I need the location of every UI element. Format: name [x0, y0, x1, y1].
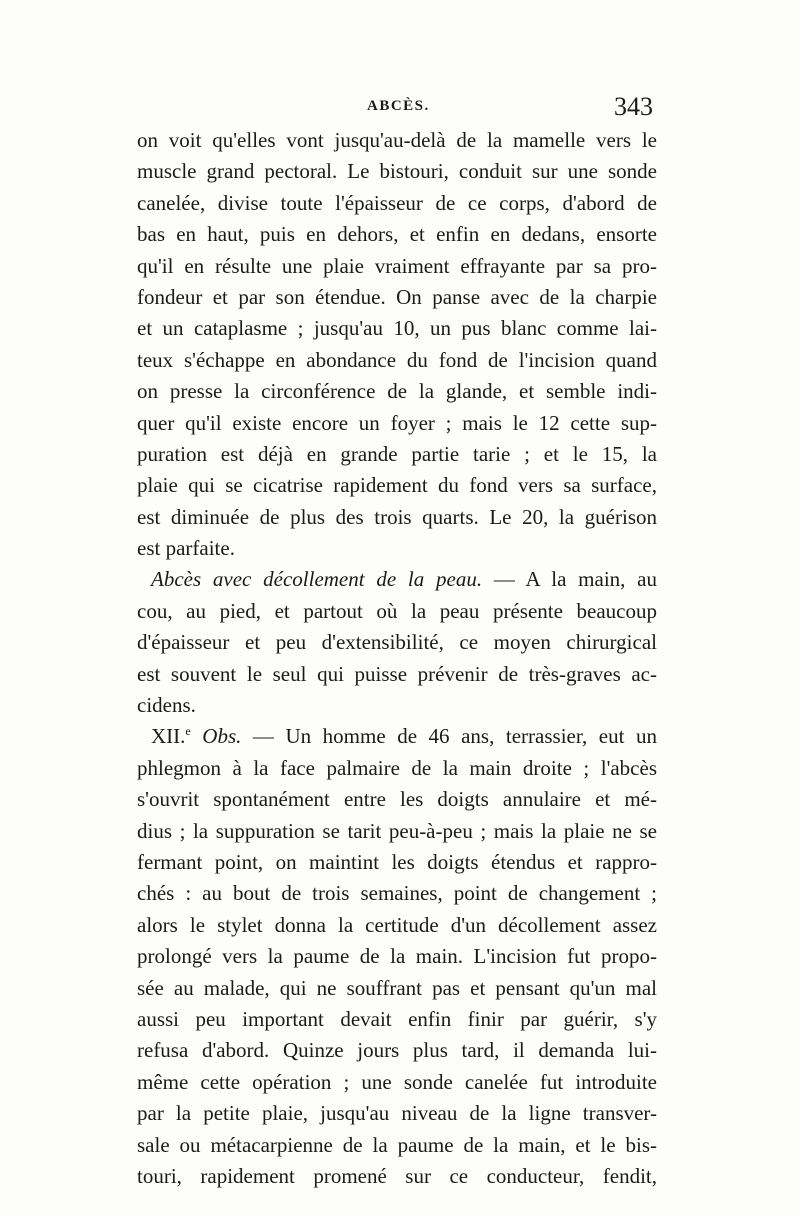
text-line: par la petite plaie, jusqu'au niveau de la ligne transver-: [137, 1101, 657, 1126]
text-line: on voit qu'elles vont jusqu'au-delà de la mamelle vers le: [137, 128, 657, 152]
text-line: chés : au bout de trois semaines, point de changement ;: [137, 881, 657, 906]
text-line: phlegmon à la face palmaire de la main droite ; l'abcès: [137, 755, 657, 780]
text-line: est parfaite.: [137, 536, 235, 561]
text-line: refusa d'abord. Quinze jours plus tard, il demanda lui-: [137, 1038, 657, 1063]
section-heading-line: [137, 564, 657, 595]
text-line: canelée, divise toute l'épaisseur de ce corps, d'abord de: [137, 190, 657, 215]
text-line: cou, au pied, et partout où la peau présente beaucoup: [137, 598, 657, 623]
text-segment: — Un homme de 46 ans, terrassier, eut un: [241, 724, 657, 749]
text-segment: — A la main, au: [482, 567, 657, 592]
text-line: sée au malade, qui ne souffrant pas et pensant qu'un mal: [137, 975, 657, 1000]
observation-label: Obs.: [190, 724, 242, 749]
text-line: muscle grand pectoral. Le bistouri, conduit sur une sonde: [137, 159, 657, 184]
text-line: plaie qui se cicatrise rapidement du fond vers sa surface,: [137, 473, 657, 498]
running-head: [137, 92, 657, 126]
text-line: même cette opération ; une sonde canelée fut introduite: [137, 1069, 657, 1094]
text-line: d'épaisseur et peu d'extensibilité, ce moyen chirurgical: [137, 630, 657, 655]
text-line: dius ; la suppuration se tarit peu-à-peu ; mais la plaie ne se: [137, 818, 657, 843]
text-line: fondeur et par son étendue. On panse avec de la charpie: [137, 284, 657, 309]
text-line: touri, rapidement promené sur ce conducteur, fendit,: [137, 1163, 657, 1188]
observation-superscript: e: [185, 724, 191, 739]
text-line: est souvent le seul qui puisse prévenir de très-graves ac-: [137, 661, 657, 686]
text-line: s'ouvrit spontanément entre les doigts annulaire et mé-: [137, 787, 657, 812]
text-line: teux s'échappe en abondance du fond de l'incision quand: [137, 347, 657, 372]
running-title: ABCÈS.: [367, 98, 430, 114]
body-text: [137, 125, 657, 1192]
observation-heading-line: [137, 721, 657, 752]
text-line: prolongé vers la paume de la main. L'incision fut propo-: [137, 944, 657, 969]
text-line: aussi peu important devait enfin finir par guérir, s'y: [137, 1006, 657, 1031]
observation-number: XII.: [151, 724, 186, 749]
text-line: qu'il en résulte une plaie vraiment effrayante par sa pro-: [137, 253, 657, 278]
text-line: cidens.: [137, 693, 196, 718]
text-line: fermant point, on maintint les doigts étendus et rappro-: [137, 849, 657, 874]
text-line: on presse la circonférence de la glande, et semble indi-: [137, 379, 657, 404]
text-line: puration est déjà en grande partie tarie ; et le 15, la: [137, 441, 657, 466]
text-line: sale ou métacarpienne de la paume de la main, et le bis-: [137, 1132, 657, 1157]
section-heading: Abcès avec décollement de la peau.: [151, 567, 483, 592]
text-line: bas en haut, puis en dehors, et enfin en dedans, ensorte: [137, 222, 657, 247]
text-line: alors le stylet donna la certitude d'un décollement assez: [137, 912, 657, 937]
text-line: et un cataplasme ; jusqu'au 10, un pus blanc comme lai-: [137, 316, 657, 341]
page-number: 343: [614, 92, 653, 121]
text-line: est diminuée de plus des trois quarts. Le 20, la guérison: [137, 504, 657, 529]
text-line: quer qu'il existe encore un foyer ; mais le 12 cette sup-: [137, 410, 657, 435]
